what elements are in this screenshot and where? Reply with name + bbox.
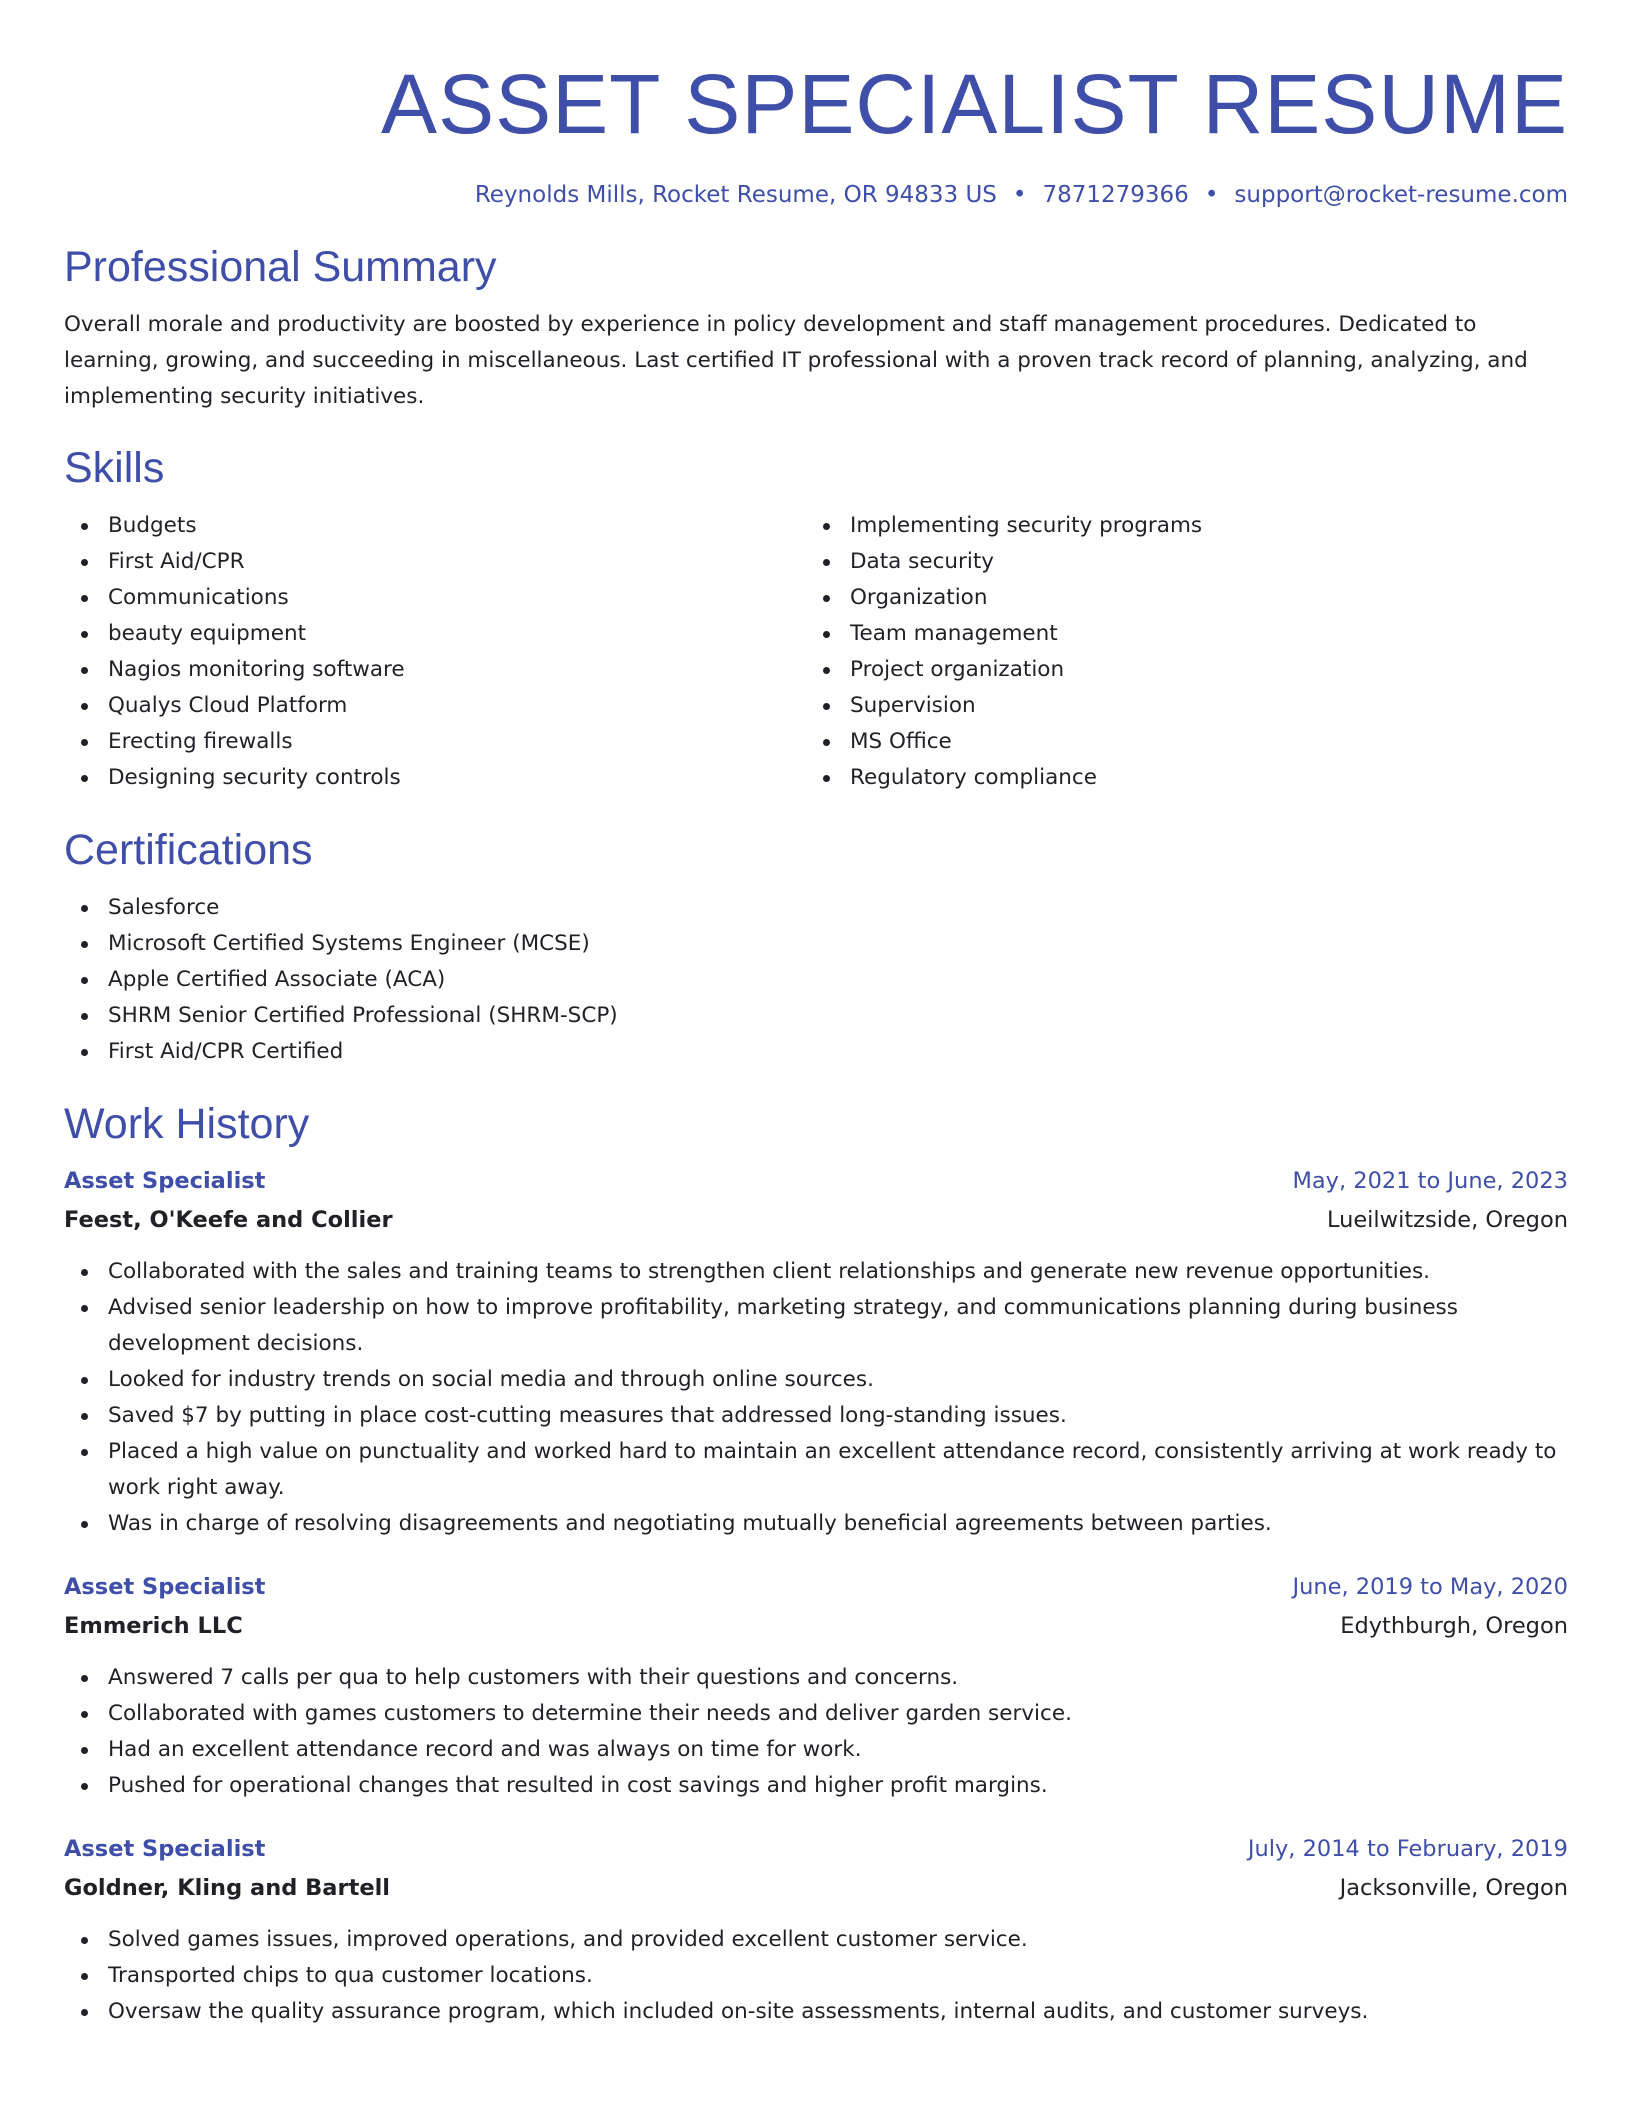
- skill-item: Implementing security programs: [806, 508, 1548, 544]
- skills-list-right: [806, 508, 1548, 796]
- certification-item: SHRM Senior Certified Professional (SHRM-SCP): [64, 998, 1568, 1034]
- work-history-heading: Work History: [64, 1100, 310, 1148]
- certification-item: First Aid/CPR Certified: [64, 1034, 1568, 1070]
- skill-item: Organization: [806, 580, 1548, 616]
- job-bullets: [64, 1254, 1568, 1542]
- job-title: Asset Specialist: [64, 1836, 266, 1862]
- job-bullet: Looked for industry trends on social media and through online sources.: [64, 1362, 1568, 1398]
- job-header: [64, 1830, 1568, 1868]
- skill-item: Data security: [806, 544, 1548, 580]
- skill-item: Communications: [64, 580, 806, 616]
- job-bullet: Solved games issues, improved operations, and provided excellent customer service.: [64, 1922, 1568, 1958]
- job-bullet: Transported chips to qua customer locations.: [64, 1958, 1568, 1994]
- job-dates: July, 2014 to February, 2019: [1247, 1836, 1568, 1862]
- job-header: [64, 1162, 1568, 1200]
- contact-phone: 7871279366: [1042, 182, 1189, 208]
- job-title: Asset Specialist: [64, 1168, 266, 1194]
- skill-item: Team management: [806, 616, 1548, 652]
- job-company: Emmerich LLC: [64, 1613, 243, 1639]
- job-bullet: Advised senior leadership on how to improve profitability, marketing strategy, and communications planning during business development decisions.: [64, 1290, 1568, 1362]
- job-bullet: Placed a high value on punctuality and worked hard to maintain an excellent attendance record, consistently arriving at work ready to work right away.: [64, 1434, 1568, 1506]
- job-location: Edythburgh, Oregon: [1340, 1613, 1568, 1639]
- summary-text: Overall morale and productivity are boosted by experience in policy development and staff management procedures. Dedicated to learning, growing, and succeeding in miscellaneous. Last certified IT professional with a proven track record of planning, analyzing, and implementing security initiatives.: [64, 312, 1528, 409]
- skill-item: Designing security controls: [64, 760, 806, 796]
- job-bullet: Oversaw the quality assurance program, which included on-site assessments, internal audits, and customer surveys.: [64, 1994, 1568, 2030]
- skills-grid: [64, 508, 1568, 796]
- job-company: Goldner, Kling and Bartell: [64, 1875, 391, 1901]
- job-bullet: Was in charge of resolving disagreements and negotiating mutually beneficial agreements between parties.: [64, 1506, 1568, 1542]
- skill-item: Supervision: [806, 688, 1548, 724]
- job-company: Feest, O'Keefe and Collier: [64, 1207, 393, 1233]
- job-subheader: [64, 1606, 1568, 1646]
- certification-item: Apple Certified Associate (ACA): [64, 962, 1568, 998]
- job-header: [64, 1568, 1568, 1606]
- job-entry: [64, 1830, 1568, 2030]
- certification-item: Microsoft Certified Systems Engineer (MCSE): [64, 926, 1568, 962]
- job-dates: May, 2021 to June, 2023: [1292, 1168, 1568, 1194]
- skill-item: First Aid/CPR: [64, 544, 806, 580]
- job-bullets: [64, 1922, 1568, 2030]
- contact-email[interactable]: support@rocket-resume.com: [1234, 182, 1568, 208]
- skill-item: Budgets: [64, 508, 806, 544]
- job-title: Asset Specialist: [64, 1574, 266, 1600]
- certifications-heading: Certifications: [64, 826, 313, 874]
- job-entry: [64, 1162, 1568, 1542]
- contact-line: [64, 178, 1568, 212]
- skill-item: Nagios monitoring software: [64, 652, 806, 688]
- skill-item: Qualys Cloud Platform: [64, 688, 806, 724]
- contact-separator: •: [1204, 182, 1219, 208]
- skill-item: Project organization: [806, 652, 1548, 688]
- job-bullet: Collaborated with the sales and training teams to strengthen client relationships and generate new revenue opportunities.: [64, 1254, 1568, 1290]
- job-dates: June, 2019 to May, 2020: [1292, 1574, 1568, 1600]
- contact-address: Reynolds Mills, Rocket Resume, OR 94833 US: [474, 182, 997, 208]
- skill-item: beauty equipment: [64, 616, 806, 652]
- job-subheader: [64, 1868, 1568, 1908]
- certifications-list: [64, 890, 1568, 1070]
- job-subheader: [64, 1200, 1568, 1240]
- job-entry: [64, 1568, 1568, 1804]
- skill-item: Regulatory compliance: [806, 760, 1548, 796]
- job-location: Lueilwitzside, Oregon: [1326, 1207, 1568, 1233]
- job-bullets: [64, 1660, 1568, 1804]
- skills-heading: Skills: [64, 444, 165, 492]
- resume-title: ASSET SPECIALIST RESUME: [381, 57, 1568, 151]
- job-bullet: Saved $7 by putting in place cost-cutting measures that addressed long-standing issues.: [64, 1398, 1568, 1434]
- skill-item: Erecting firewalls: [64, 724, 806, 760]
- job-bullet: Collaborated with games customers to determine their needs and deliver garden service.: [64, 1696, 1568, 1732]
- job-bullet: Had an excellent attendance record and was always on time for work.: [64, 1732, 1568, 1768]
- contact-separator: •: [1012, 182, 1027, 208]
- job-location: Jacksonville, Oregon: [1339, 1875, 1568, 1901]
- summary-heading: Professional Summary: [64, 243, 497, 291]
- job-bullet: Pushed for operational changes that resulted in cost savings and higher profit margins.: [64, 1768, 1568, 1804]
- job-bullet: Answered 7 calls per qua to help customers with their questions and concerns.: [64, 1660, 1568, 1696]
- skill-item: MS Office: [806, 724, 1548, 760]
- resume-page: [64, 0, 1568, 2030]
- skills-list-left: [64, 508, 806, 796]
- certification-item: Salesforce: [64, 890, 1568, 926]
